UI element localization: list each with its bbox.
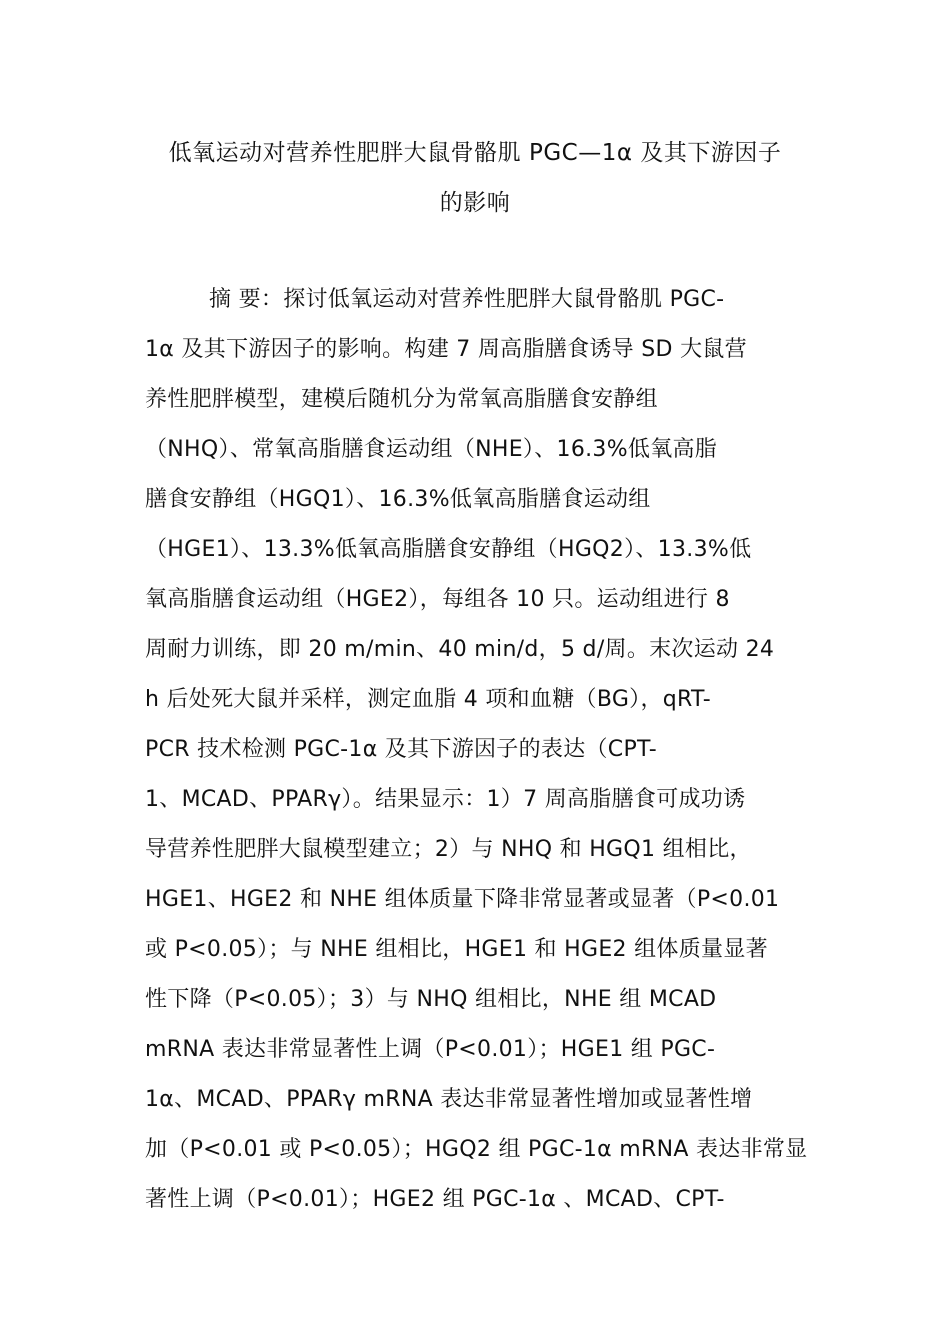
abstract-line: 1α 及其下游因子的影响。构建 7 周高脂膳食诱导 SD 大鼠营: [145, 337, 747, 362]
abstract-line: 著性上调（P<0.01）；HGE2 组 PGC-1α 、MCAD、CPT-: [145, 1187, 725, 1212]
abstract-line: 性下降（P<0.05）；3）与 NHQ 组相比，NHE 组 MCAD: [145, 987, 717, 1012]
abstract-line: h 后处死大鼠并采样，测定血脂 4 项和血糖（BG），qRT-: [145, 687, 711, 712]
abstract-line: [145, 275, 810, 325]
document-title: [140, 128, 810, 228]
abstract-line: 或 P<0.05）；与 NHE 组相比，HGE1 和 HGE2 组体质量显著: [145, 937, 768, 962]
abstract-line: 周耐力训练，即 20 m/min、40 min/d，5 d/周。末次运动 24: [145, 637, 775, 662]
title-line-2: 的影响: [439, 190, 511, 216]
abstract-line: 1α、MCAD、PPARγ mRNA 表达非常显著性增加或显著性增: [145, 1087, 753, 1112]
abstract-body: [145, 275, 810, 1225]
title-line-1: 低氧运动对营养性肥胖大鼠骨骼肌 PGC—1α 及其下游因子: [168, 140, 782, 166]
abstract-label: 摘 要：: [209, 287, 284, 312]
abstract-line: HGE1、HGE2 和 NHE 组体质量下降非常显著或显著（P<0.01: [145, 887, 780, 912]
abstract-line: 氧高脂膳食运动组（HGE2），每组各 10 只。运动组进行 8: [145, 587, 730, 612]
abstract-line: （HGE1）、13.3%低氧高脂膳食安静组（HGQ2）、13.3%低: [145, 537, 752, 562]
abstract-line: 养性肥胖模型，建模后随机分为常氧高脂膳食安静组: [145, 387, 658, 412]
abstract-line: 加（P<0.01 或 P<0.05）；HGQ2 组 PGC-1α mRNA 表达非常显: [145, 1137, 808, 1162]
abstract-line: mRNA 表达非常显著性上调（P<0.01）；HGE1 组 PGC-: [145, 1037, 716, 1062]
abstract-line: 导营养性肥胖大鼠模型建立；2）与 NHQ 和 HGQ1 组相比，: [145, 837, 752, 862]
abstract-line: 1、MCAD、PPARγ）。结果显示：1）7 周高脂膳食可成功诱: [145, 787, 746, 812]
abstract-line: （NHQ）、常氧高脂膳食运动组（NHE）、16.3%低氧高脂: [145, 437, 718, 462]
abstract-line-text: 探讨低氧运动对营养性肥胖大鼠骨骼肌 PGC-: [283, 287, 725, 312]
abstract-line: 膳食安静组（HGQ1）、16.3%低氧高脂膳食运动组: [145, 487, 651, 512]
abstract-line: PCR 技术检测 PGC-1α 及其下游因子的表达（CPT-: [145, 737, 657, 762]
